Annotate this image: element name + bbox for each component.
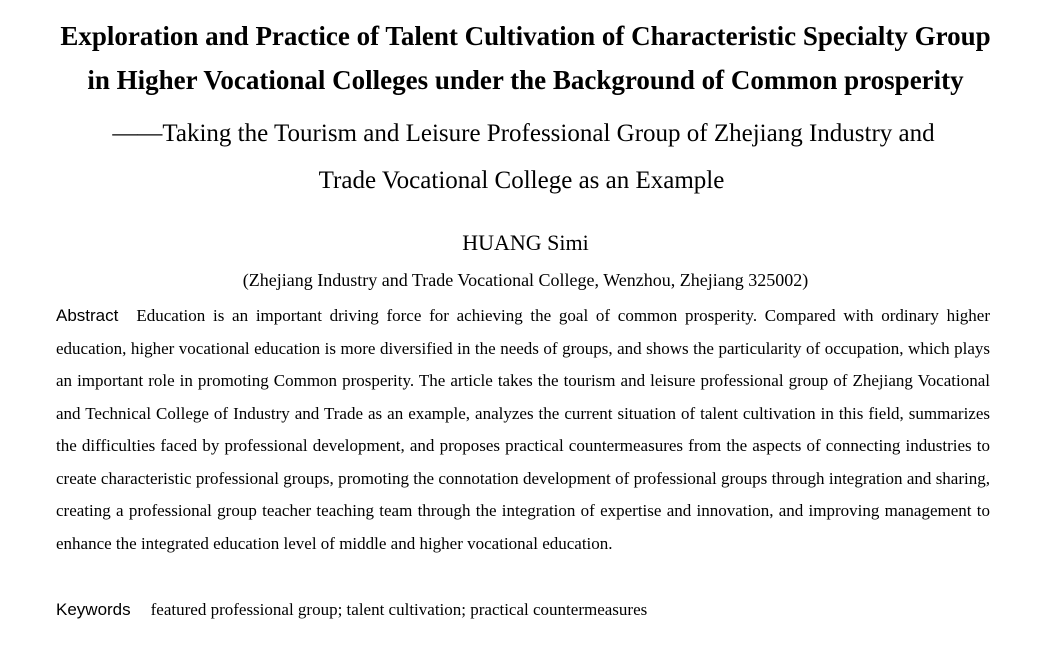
keywords-text: featured professional group; talent cultivation; practical countermeasures xyxy=(150,600,648,619)
keywords-label: Keywords xyxy=(56,600,131,619)
title-line-2: in Higher Vocational Colleges under the Background of Common prosperity xyxy=(87,65,964,95)
author-name: HUANG Simi xyxy=(462,230,589,255)
title-line-1: Exploration and Practice of Talent Cultivation of Characteristic Specialty Group xyxy=(60,21,991,51)
subtitle-line-1: ——Taking the Tourism and Leisure Professional Group of Zhejiang Industry and xyxy=(112,120,935,147)
author-affiliation: (Zhejiang Industry and Trade Vocational College, Wenzhou, Zhejiang 325002) xyxy=(242,270,809,290)
abstract-label: Abstract xyxy=(56,306,119,325)
abstract-text: Education is an important driving force for achieving the goal of common prosperity. Compared with ordinary higher education, higher vocational education is more diversified in the needs of groups, and shows the particularity of occupation, which plays an important role in promoting Common prosperity. The article takes the tourism and leisure professional group of Zhejiang Vocational and Technical College of Industry and Trade as an example, analyzes the current situation of talent cultivation in this field, summarizes the difficulties faced by professional development, and proposes practical countermeasures from the aspects of connecting industries to create characteristic professional groups, promoting the connotation development of professional groups through integration and sharing, creating a professional group teacher teaching team through the integration of expertise and innovation, and improving management to enhance the integrated education level of middle and higher vocational education. xyxy=(56,306,990,553)
abstract-paragraph xyxy=(56,300,990,560)
subtitle-line-2: Trade Vocational College as an Example xyxy=(318,167,725,194)
keywords-line xyxy=(56,594,990,626)
